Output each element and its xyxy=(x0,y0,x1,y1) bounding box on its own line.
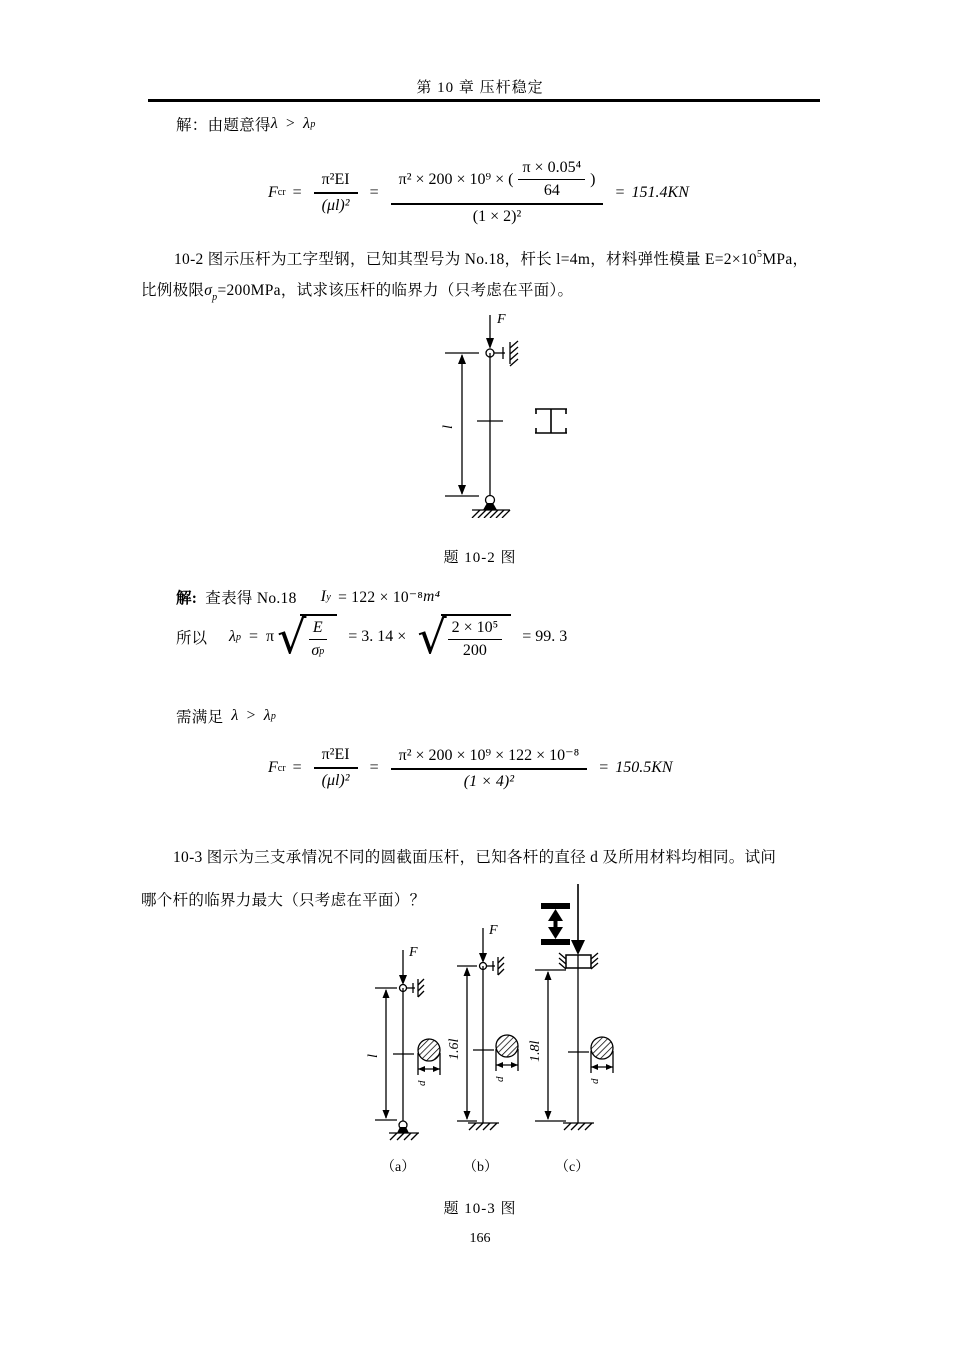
length-label: 1.6l xyxy=(447,1038,462,1060)
inner-numerator: π × 0.05⁴ xyxy=(518,159,585,180)
fcr-subscript: cr xyxy=(277,187,286,198)
lambda-p-symbol: λ xyxy=(303,115,311,132)
line-prefix: 需满足 xyxy=(176,709,224,726)
result-value: 150.5KN xyxy=(615,759,673,776)
sigma-symbol: σ xyxy=(311,642,320,659)
radical-sign: √ xyxy=(277,610,307,665)
inertia-unit: m⁴ xyxy=(423,588,441,605)
lambda-symbol: λ xyxy=(231,707,239,724)
formula-fcr-2 xyxy=(268,744,673,792)
fraction-pi2ei xyxy=(314,170,358,216)
fraction-numerator: π² × 200 × 10⁹ × 122 × 10⁻⁸ xyxy=(391,744,588,770)
i-beam-section-icon xyxy=(535,409,567,433)
diameter-label: d xyxy=(494,1076,506,1082)
text-segment: 查表得 No.18 xyxy=(205,590,297,607)
text-segment: =200MPa，试求该压杆的临界力（只考虑在平面）。 xyxy=(217,282,574,299)
fraction-numerator: E xyxy=(309,619,327,640)
fraction-denominator: (1 × 2)² xyxy=(472,208,522,225)
solution2-line1 xyxy=(176,586,440,608)
sigma-subscript: p xyxy=(212,292,218,303)
equals: = xyxy=(599,759,609,776)
fraction-numeric xyxy=(391,158,604,227)
figure-10-3 xyxy=(335,878,665,1188)
length-dimension xyxy=(445,353,479,496)
wall-support-icon xyxy=(418,979,424,997)
cross-section-icon xyxy=(418,1039,440,1075)
wall-support-icon xyxy=(498,957,504,975)
paragraph-line: 哪个杆的临界力最大（只考虑在平面）？ xyxy=(141,892,426,909)
fraction xyxy=(448,619,503,660)
cross-section-icon xyxy=(496,1035,518,1071)
fcr-base: F xyxy=(268,759,278,776)
solution-prefix: 解: xyxy=(176,590,198,607)
header-rule xyxy=(148,99,820,102)
inertia-value: = 122 × 10⁻⁸ xyxy=(338,588,424,606)
text-segment: 10-2 图示压杆为工字型钢，已知其型号为 No.18，杆长 l=4m，材料弹性模量 E=2×10 xyxy=(174,251,757,268)
fraction-numerator: π²EI xyxy=(314,170,358,194)
force-label: F xyxy=(497,312,506,327)
equals-times: = 3. 14 × xyxy=(348,628,407,645)
diameter-label: d xyxy=(416,1080,428,1086)
lambda-symbol: λ xyxy=(270,115,279,132)
lambda-p-subscript: p xyxy=(270,710,277,722)
column-b xyxy=(447,923,518,1175)
sigma-subscript: p xyxy=(319,645,325,657)
page-number: 166 xyxy=(469,1231,491,1246)
numerator-suffix: ) xyxy=(590,170,596,188)
inner-denominator: 64 xyxy=(543,182,560,199)
force-label: F xyxy=(489,923,498,938)
fraction xyxy=(307,619,328,660)
pi-symbol: π xyxy=(265,628,275,645)
gt-sign: > xyxy=(286,115,296,132)
text-segment: MPa， xyxy=(762,251,809,268)
pin-top-icon xyxy=(480,961,496,971)
text-segment: 比例极限 xyxy=(141,282,205,299)
line-prefix: 所以 xyxy=(176,630,208,647)
length-label: 1.8l xyxy=(528,1040,543,1062)
result-value: 151.4KN xyxy=(631,183,689,201)
fcr-base: F xyxy=(268,183,278,201)
lambda-p-subscript: p xyxy=(235,631,241,643)
lambda-p-base: λ xyxy=(229,628,236,645)
gt-sign: > xyxy=(246,707,256,724)
equals: = xyxy=(248,628,258,645)
column-a xyxy=(366,945,440,1175)
force-arrow xyxy=(399,950,407,985)
force-arrow xyxy=(486,315,494,349)
inner-fraction xyxy=(518,159,585,200)
force-label: F xyxy=(409,945,418,960)
force-arrow xyxy=(479,928,487,963)
column-c xyxy=(528,884,613,1175)
radical-sign: √ xyxy=(417,610,447,665)
pin-support-icon xyxy=(389,1121,419,1140)
inertia-symbol: I xyxy=(320,588,327,605)
figure-10-2-caption: 题 10-2 图 xyxy=(443,550,517,566)
fraction-numerator xyxy=(391,158,604,205)
sub-figure-label: （c） xyxy=(555,1160,590,1175)
page-header-title: 第 10 章 压杆稳定 xyxy=(416,80,544,96)
solution1-prefix: 解：由题意得 xyxy=(176,117,271,134)
fraction-denominator: (μl)² xyxy=(321,772,350,789)
fraction-numerator: 2 × 10⁵ xyxy=(448,619,503,640)
fixed-support-icon xyxy=(468,1123,499,1130)
problem-10-2-text xyxy=(141,247,841,309)
fraction-pi2ei xyxy=(314,745,358,791)
figure-10-3-caption: 题 10-3 图 xyxy=(443,1201,517,1217)
sigma-symbol: σ xyxy=(204,282,213,299)
equals: = xyxy=(292,183,302,201)
fraction-numeric xyxy=(391,744,588,792)
lambda-p-formula xyxy=(176,610,568,665)
diameter-label: d xyxy=(589,1078,601,1084)
cross-section-icon xyxy=(591,1037,613,1073)
pin-top-icon xyxy=(486,347,505,359)
figure-10-2 xyxy=(400,303,620,518)
paragraph-line xyxy=(141,247,841,278)
fraction-numerator: π²EI xyxy=(314,745,358,769)
fraction-denominator: 200 xyxy=(462,642,487,659)
fraction-denominator xyxy=(307,640,328,660)
length-label: l xyxy=(441,425,456,429)
result-value: = 99. 3 xyxy=(522,628,568,645)
exponent: 5 xyxy=(757,249,763,260)
wall-support-icon xyxy=(510,341,518,366)
pin-top-icon xyxy=(400,983,416,993)
formula-fcr-1 xyxy=(268,158,689,227)
paragraph-line: 10-3 图示为三支承情况不同的圆截面压杆，已知各杆的直径 d 及所用材料均相同。试问 xyxy=(173,849,777,866)
lambda-p-symbol: λ xyxy=(263,707,271,724)
fcr-subscript: cr xyxy=(277,762,286,774)
fixed-support-icon xyxy=(563,1123,594,1130)
force-arrow xyxy=(571,884,585,955)
length-label: l xyxy=(366,1054,381,1058)
pin-support-icon xyxy=(472,496,510,519)
solution1-line xyxy=(176,113,316,135)
numerator-prefix: π² × 200 × 10⁹ × ( xyxy=(398,170,514,188)
inertia-subscript: y xyxy=(326,591,332,603)
sub-figure-label: （a） xyxy=(381,1160,416,1175)
sqrt-e-over-sigma xyxy=(277,610,337,665)
sub-figure-label: （b） xyxy=(463,1160,498,1175)
equals: = xyxy=(292,759,302,776)
fraction-denominator: (1 × 4)² xyxy=(463,773,515,790)
sqrt-numeric xyxy=(417,610,511,665)
lambda-p-subscript: p xyxy=(310,118,316,130)
equals: = xyxy=(369,183,379,201)
fraction-denominator: (μl)² xyxy=(321,196,350,214)
equals: = xyxy=(615,183,625,201)
solution2-line3 xyxy=(176,705,276,727)
equals: = xyxy=(369,759,379,776)
load-symbol-icon xyxy=(541,906,570,942)
